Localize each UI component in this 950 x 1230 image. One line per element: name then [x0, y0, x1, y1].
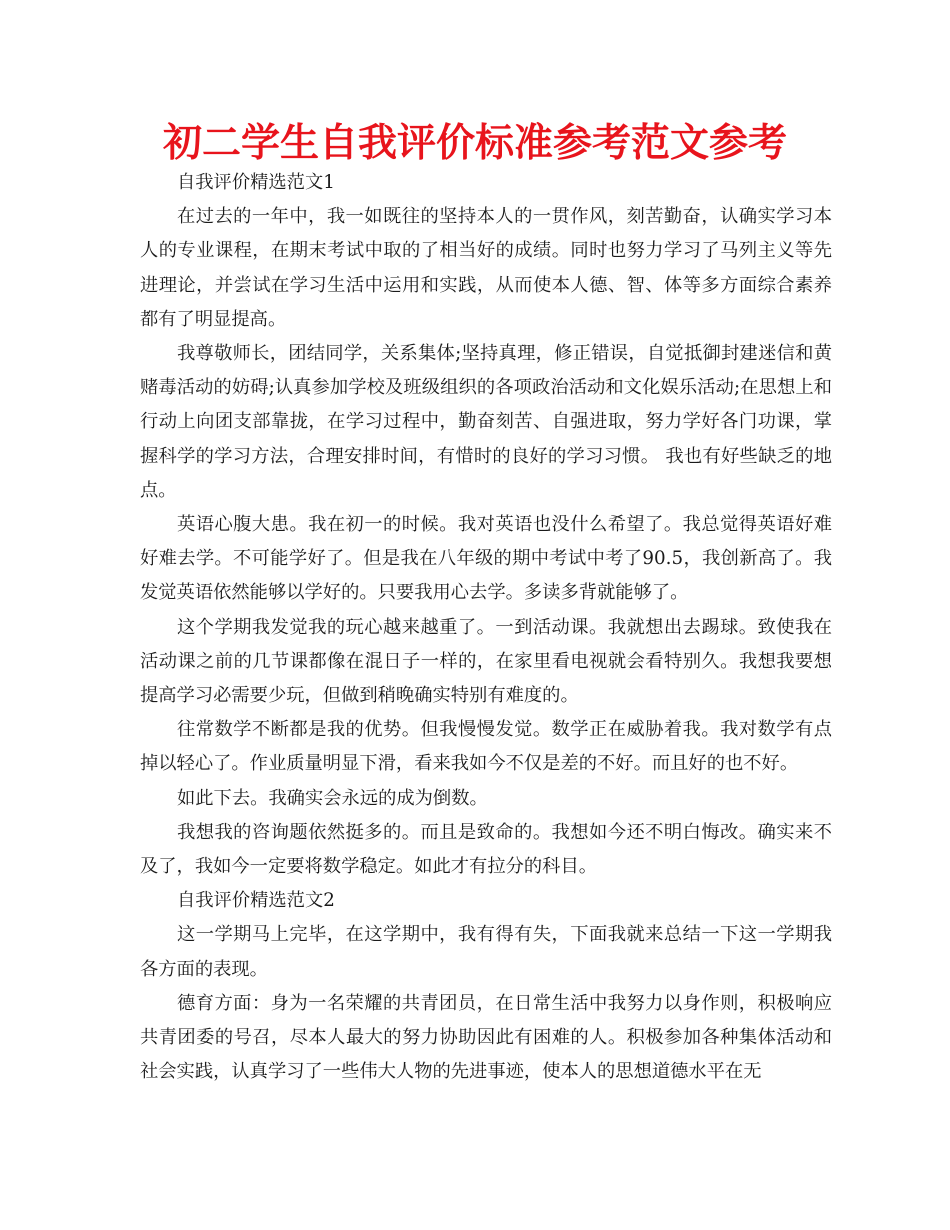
- paragraph: 我尊敬师长，团结同学，关系集体;坚持真理，修正错误，自觉抵御封建迷信和黄赌毒活动的妨碍;认真参加学校及班级组织的各项政治活动和文化娱乐活动;在思想上和行动上向团支部靠拢，在学习过程中，勤奋刻苦、自强进取，努力学好各门功课，掌握科学的学习方法，合理安排时间，有惜时的良好的学习习惯。 我也有好些缺乏的地点。: [140, 343, 832, 501]
- paragraph: 在过去的一年中，我一如既往的坚持本人的一贯作风，刻苦勤奋，认确实学习本人的专业课程，在期末考试中取的了相当好的成绩。同时也努力学习了马列主义等先进理论，并尝试在学习生活中运用和实践，从而使本人德、智、体等多方面综合素养都有了明显提高。: [140, 206, 832, 330]
- section-heading: 自我评价精选范文1: [177, 172, 335, 193]
- paragraph: 往常数学不断都是我的优势。但我慢慢发觉。数学正在威胁着我。我对数学有点掉以轻心了。作业质量明显下滑，看来我如今不仅是差的不好。而且好的也不好。: [140, 719, 832, 775]
- paragraph: 这一学期马上完毕，在这学期中，我有得有失，下面我就来总结一下这一学期我各方面的表现。: [140, 924, 832, 980]
- paragraph: 我想我的咨询题依然挺多的。而且是致命的。我想如今还不明白悔改。确实来不及了，我如今一定要将数学稳定。如此才有拉分的科目。: [140, 821, 832, 878]
- paragraph: 如此下去。我确实会永远的成为倒数。: [177, 787, 488, 809]
- paragraph: 英语心腹大患。我在初一的时候。我对英语也没什么希望了。我总觉得英语好难好难去学。不可能学好了。但是我在八年级的期中考试中考了90.5，我创新高了。我发觉英语依然能够以学好的。只要我用心去学。多读多背就能够了。: [140, 514, 832, 604]
- paragraph: 德育方面：身为一名荣耀的共青团员，在日常生活中我努力以身作则，积极响应共青团委的号召，尽本人最大的努力协助因此有困难的人。积极参加各种集体活动和社会实践，认真学习了一些伟大人物的先进事迹，使本人的思想道德水平在无: [140, 992, 832, 1083]
- document-title: 初二学生自我评价标准参考范文参考: [162, 121, 787, 166]
- section-heading: 自我评价精选范文2: [177, 890, 335, 912]
- document-body: [140, 166, 832, 1089]
- paragraph: 这个学期我发觉我的玩心越来越重了。一到活动课。我就想出去踢球。致使我在活动课之前的几节课都像在混日子一样的，在家里看电视就会看特别久。我想我要想提高学习必需要少玩，但做到稍晚确实特别有难度的。: [140, 616, 832, 707]
